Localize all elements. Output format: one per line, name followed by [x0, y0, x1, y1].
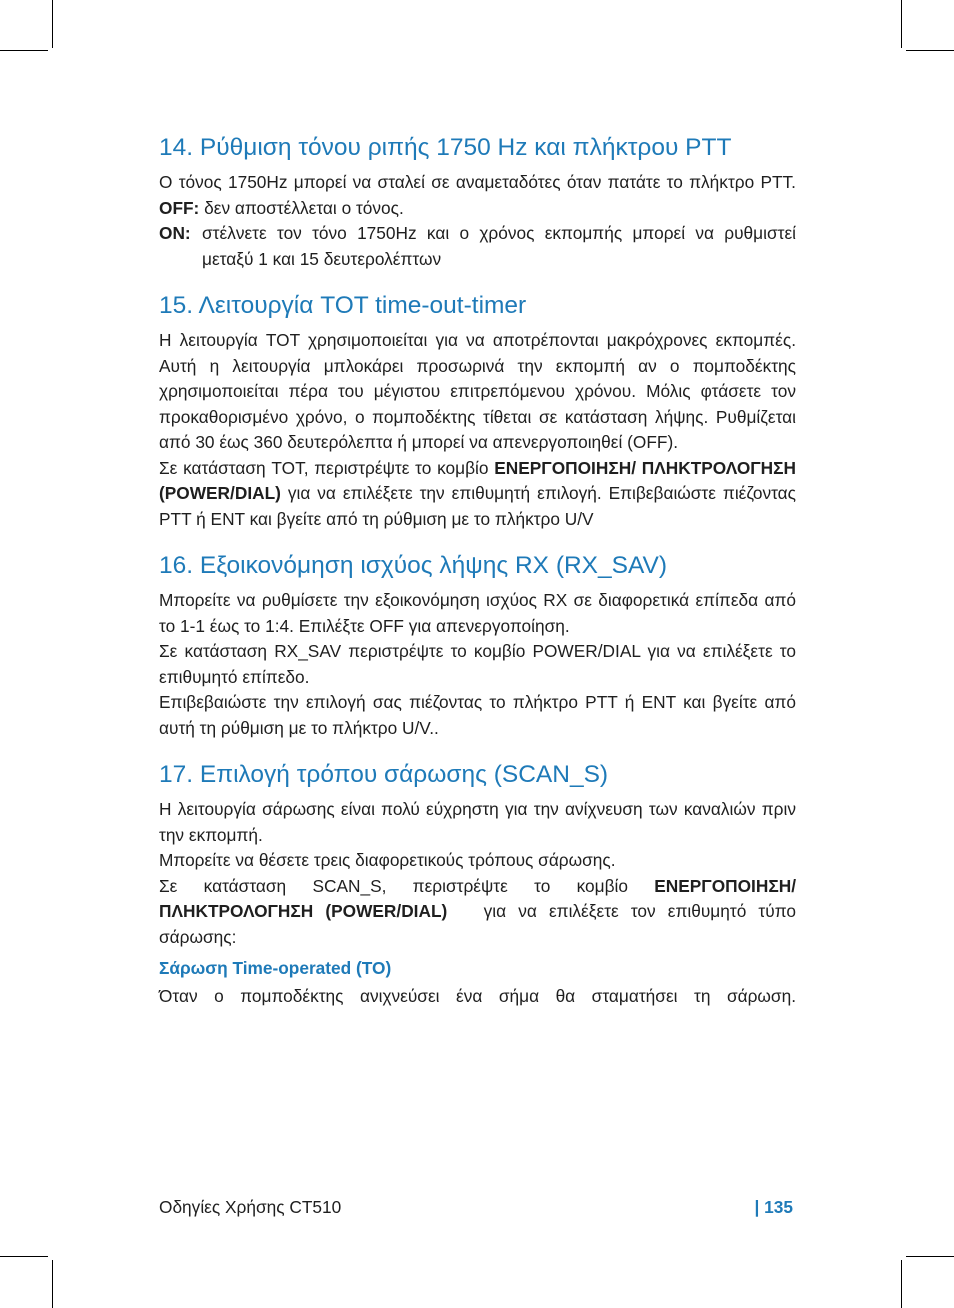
off-text: δεν αποστέλλεται ο τόνος. — [204, 197, 404, 218]
page-content — [159, 132, 801, 1009]
scan-instructions — [159, 874, 801, 951]
crop-mark — [901, 0, 902, 48]
section-title: 15. Λειτουργία TOT time-out-timer — [159, 292, 527, 319]
page-number: | 135 — [754, 1197, 793, 1217]
crop-mark — [901, 1260, 902, 1308]
on-text: στέλνετε τον τόνο 1750Hz και ο χρόνος εκπομπής μπορεί να ρυθμιστεί μεταξύ 1 και 15 δευτερολέπτων — [202, 223, 796, 269]
section-15 — [159, 290, 796, 532]
section-17 — [159, 759, 801, 1009]
section-16 — [159, 550, 796, 741]
section-title: 17. Επιλογή τρόπου σάρωσης (SCAN_S) — [159, 761, 609, 788]
knob-name: ΕΝΕΡΓΟΠΟΙΗΣΗ/ ΠΛΗΚΤΡΟΛΟΓΗΣΗ (POWER/DIAL) — [159, 875, 796, 921]
on-term: ON: — [159, 223, 191, 243]
crop-mark — [906, 50, 954, 51]
tot-description: Η λειτουργία TOT χρησιμοποιείται για να αποτρέπονται μακρόχρονες εκπομπές. Αυτή η λειτουργία μπλοκάρει προσωρινά την εκπομπή αν ο πομποδέκτης χρησιμοποιείται πέρα του μέγιστου επιτρεπόμενου χρόνου. Μόλις φτάσετε τον προκαθορισμένο χρόνο, ο πομποδέκτης τίθεται σε κατάσταση λήψης. Ρυθμίζεται από 30 έως 360 δευτερόλεπτα ή μπορεί να απενεργοποιηθεί (OFF). — [159, 330, 796, 452]
section-intro: Ο τόνος 1750Hz μπορεί να σταλεί σε αναμεταδότες όταν πατάτε το πλήκτρο PTT. — [159, 172, 796, 192]
scan-modes-note: Μπορείτε να θέσετε τρεις διαφορετικούς τρόπους σάρωσης. — [159, 850, 616, 870]
rxsav-description: Μπορείτε να ρυθμίσετε την εξοικονόμηση ισχύος RX σε διαφορετικά επίπεδα από το 1-1 έως το 1:4. Επιλέξτε OFF για απενεργοποίηση. — [159, 590, 796, 636]
crop-mark — [52, 1260, 53, 1308]
crop-mark — [906, 1256, 954, 1257]
scan-to-description: Όταν ο πομποδέκτης ανιχνεύσει ένα σήμα θα σταματήσει τη σάρωση. — [159, 985, 796, 1006]
instruction-text: για να επιλέξετε τον επιθυμητό τύπο σάρωσης: — [159, 901, 801, 947]
off-definition — [159, 196, 796, 222]
manual-title: Οδηγίες Χρήσης CT510 — [159, 1197, 342, 1217]
knob-name: ΕΝΕΡΓΟΠΟΙΗΣΗ/ ΠΛΗΚΤΡΟΛΟΓΗΣΗ (POWER/DIAL) — [159, 457, 796, 503]
instruction-text: Σε κατάσταση TOT, περιστρέψτε το κομβίο — [159, 457, 495, 478]
rxsav-confirm: Επιβεβαιώστε την επιλογή σας πιέζοντας το πλήκτρο PTT ή ENT και βγείτε από αυτή τη ρύθμιση με το πλήκτρο U/V.. — [159, 692, 796, 738]
tot-instructions — [159, 456, 796, 533]
section-14 — [159, 132, 796, 272]
page-footer — [159, 1194, 793, 1220]
crop-mark — [52, 0, 53, 48]
section-title: 14. Ρύθμιση τόνου ριπής 1750 Hz και πλήκτρου PTT — [159, 134, 732, 161]
scan-description: Η λειτουργία σάρωσης είναι πολύ εύχρηστη για την ανίχνευση των καναλιών πριν την εκπομπή. — [159, 799, 796, 845]
section-title: 16. Εξοικονόμηση ισχύος λήψης RX (RX_SAV) — [159, 552, 668, 579]
subheading-time-operated: Σάρωση Time-operated (TO) — [159, 958, 392, 978]
instruction-text: Σε κατάσταση SCAN_S, περιστρέψτε το κομβίο — [159, 875, 655, 896]
rxsav-instructions: Σε κατάσταση RX_SAV περιστρέψτε το κομβίο POWER/DIAL για να επιλέξετε το επιθυμητό επίπεδο. — [159, 641, 796, 687]
crop-mark — [0, 1256, 48, 1257]
instruction-text: για να επιλέξετε την επιθυμητή επιλογή. Επιβεβαιώστε πιέζοντας PTT ή ENT και βγείτε από τη ρύθμιση με το πλήκτρο U/V — [159, 483, 796, 529]
crop-mark — [0, 50, 48, 51]
off-term: OFF: — [159, 197, 200, 218]
on-definition — [159, 221, 796, 272]
